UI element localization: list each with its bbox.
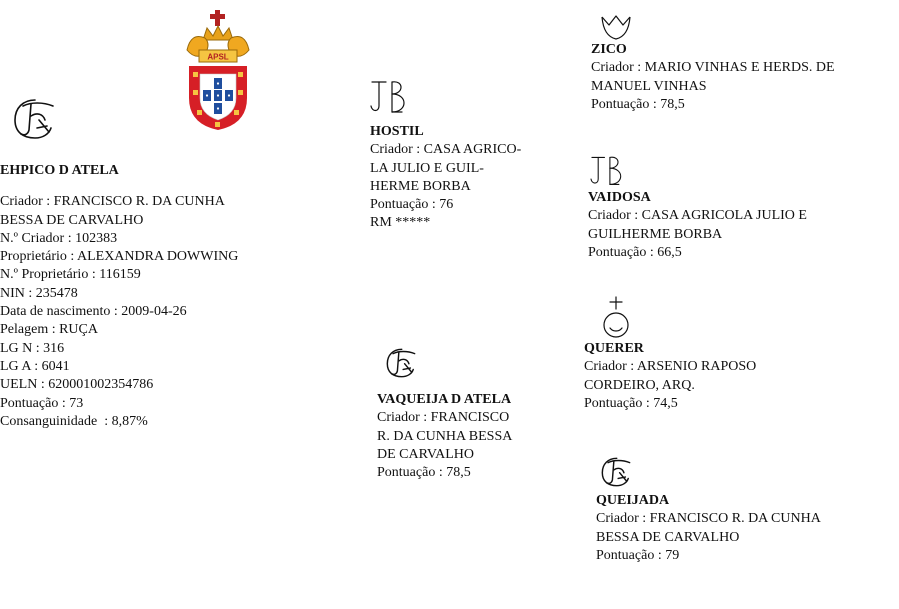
fa-brand-icon: [383, 345, 419, 381]
dam-sire-name: QUERER: [584, 341, 644, 356]
main-owner-number: N.º Proprietário : 116159: [0, 267, 141, 283]
dam-sire-line-2: CORDEIRO, ARQ.: [584, 377, 695, 393]
sire-line-3: HERME BORBA: [370, 178, 471, 194]
dam-dam-name: QUEIJADA: [596, 493, 670, 508]
sire-sire-score: Pontuação : 78,5: [591, 96, 685, 112]
main-ueln: UELN : 620001002354786: [0, 377, 154, 393]
sire-line-2: LA JULIO E GUIL-: [370, 160, 484, 176]
dam-dam-score: Pontuação : 79: [596, 547, 680, 563]
dam-name: VAQUEIJA D ATELA: [377, 392, 512, 407]
dam-line-1: Criador : FRANCISCO: [377, 410, 510, 426]
main-horse-block: [0, 162, 238, 431]
sire-sire-line-2: MANUEL VINHAS: [591, 78, 707, 94]
dam-block: [377, 391, 512, 482]
main-breeder-line-2: BESSA DE CARVALHO: [0, 212, 144, 228]
sire-score: Pontuação : 76: [370, 197, 454, 213]
sire-dam-block: [588, 189, 807, 262]
sire-dam-score: Pontuação : 66,5: [588, 244, 682, 260]
main-coat: Pelagem : RUÇA: [0, 322, 98, 338]
dam-dam-line-2: BESSA DE CARVALHO: [596, 529, 740, 545]
dam-sire-block: [584, 340, 756, 413]
sire-line-1: Criador : CASA AGRICO-: [370, 142, 522, 158]
main-lg-n: LG N : 316: [0, 340, 65, 356]
main-score: Pontuação : 73: [0, 395, 84, 411]
main-nin: NIN : 235478: [0, 285, 78, 301]
crest-label: APSL: [207, 52, 229, 62]
sire-sire-name: ZICO: [591, 42, 627, 57]
sire-name: HOSTIL: [370, 124, 424, 139]
main-breeder-line-1: Criador : FRANCISCO R. DA CUNHA: [0, 194, 225, 210]
sire-rm: RM *****: [370, 215, 431, 231]
sire-sire-line-1: Criador : MARIO VINHAS E HERDS. DE: [591, 60, 835, 76]
main-owner: Proprietário : ALEXANDRA DOWWING: [0, 249, 239, 265]
dam-line-3: DE CARVALHO: [377, 446, 475, 462]
sire-dam-name: VAIDOSA: [588, 190, 651, 205]
main-breeder-number: N.º Criador : 102383: [0, 230, 118, 246]
fa-brand-icon: [598, 454, 634, 490]
dam-sire-score: Pontuação : 74,5: [584, 395, 678, 411]
cross-brand-icon: [600, 295, 632, 339]
jb-brand-icon: [588, 152, 630, 188]
dam-sire-line-1: Criador : ARSENIO RAPOSO: [584, 359, 757, 375]
sire-sire-block: [591, 41, 835, 114]
main-inbreeding: Consanguinidade : 8,87%: [0, 413, 148, 429]
main-birth-date: Data de nascimento : 2009-04-26: [0, 304, 187, 320]
crown-brand-icon: [599, 13, 633, 41]
dam-line-2: R. DA CUNHA BESSA: [377, 428, 513, 444]
sire-dam-line-1: Criador : CASA AGRICOLA JULIO E: [588, 208, 807, 224]
sire-block: [370, 123, 521, 233]
main-horse-name: EHPICO D ATELA: [0, 163, 119, 178]
main-lg-a: LG A : 6041: [0, 358, 70, 374]
jb-brand-icon: [368, 76, 414, 116]
fa-brand-icon: [9, 94, 59, 144]
dam-dam-block: [596, 492, 821, 565]
dam-score: Pontuação : 78,5: [377, 465, 471, 481]
dam-dam-line-1: Criador : FRANCISCO R. DA CUNHA: [596, 511, 821, 527]
coat-of-arms-icon: [185, 10, 251, 137]
sire-dam-line-2: GUILHERME BORBA: [588, 226, 723, 242]
